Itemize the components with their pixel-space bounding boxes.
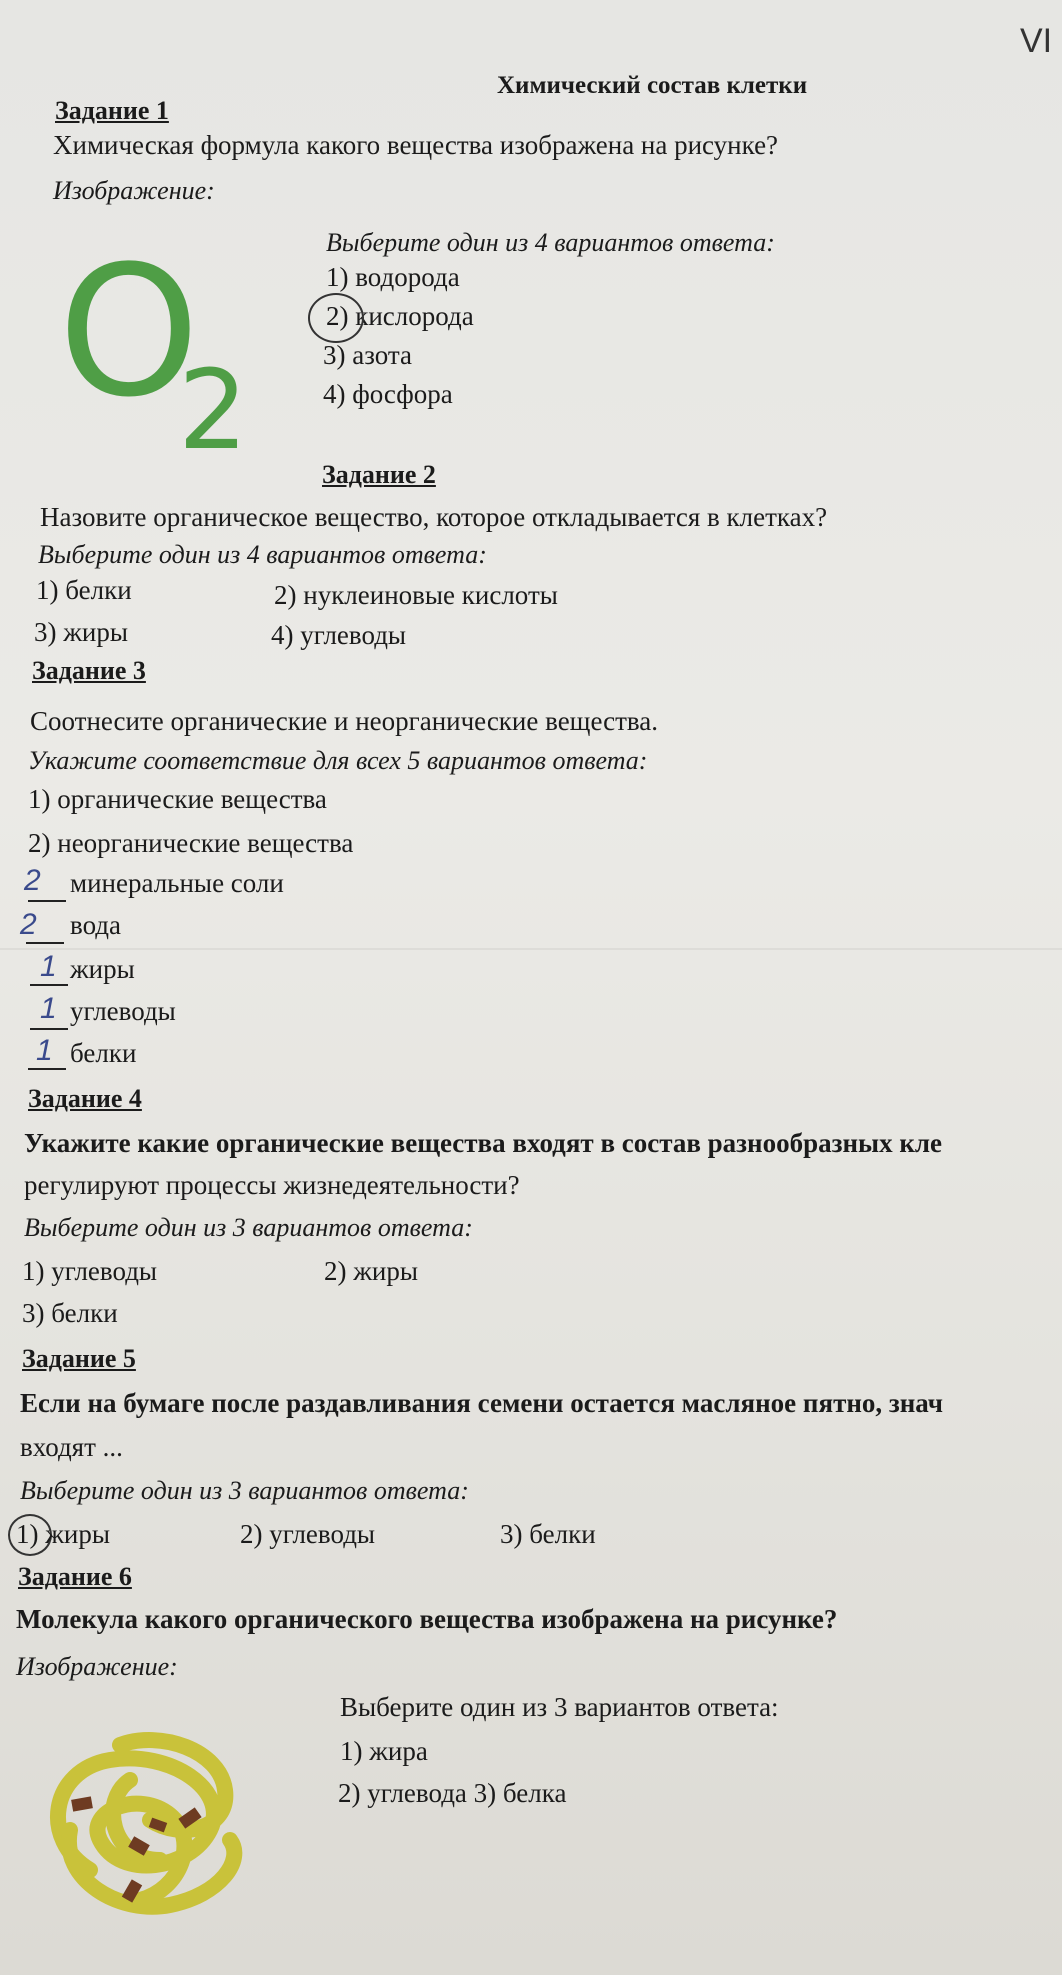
task6-prompt: Выберите один из 3 вариантов ответа: — [340, 1692, 779, 1722]
task3-category-2: 2) неорганические вещества — [28, 828, 354, 858]
answer-circle-mark — [308, 293, 364, 343]
task5-heading: Задание 5 — [22, 1344, 136, 1373]
handwritten-answer: 1 — [40, 950, 57, 983]
task2-prompt: Выберите один из 4 вариантов ответа: — [38, 540, 487, 569]
task5-option-2[interactable]: 2) углеводы — [240, 1519, 376, 1549]
answer-blank[interactable] — [28, 900, 66, 902]
task2-option-2[interactable]: 2) нуклеиновые кислоты — [274, 580, 558, 610]
task4-option-3[interactable]: 3) белки — [22, 1298, 118, 1328]
task2-heading: Задание 2 — [322, 460, 436, 489]
task2-option-4[interactable]: 4) углеводы — [271, 620, 407, 650]
task2-question: Назовите органическое вещество, которое откладывается в клетках? — [40, 502, 828, 532]
task5-question-line1: Если на бумаге после раздавливания семени остается масляное пятно, знач — [20, 1388, 943, 1418]
task6-image-label: Изображение: — [16, 1652, 178, 1681]
corner-mark: VI — [1020, 22, 1053, 60]
task3-question: Соотнесите органические и неорганические вещества. — [30, 706, 659, 736]
task4-question-line1: Укажите какие органические вещества входят в состав разнообразных кле — [24, 1128, 943, 1158]
task3-item: вода — [70, 910, 122, 940]
answer-blank[interactable] — [28, 1068, 66, 1070]
task3-prompt: Укажите соответствие для всех 5 вариантов ответа: — [28, 746, 648, 775]
page-title: Химический состав клетки — [497, 72, 808, 99]
task6-option-2[interactable]: 2) углевода 3) белка — [338, 1778, 567, 1808]
handwritten-answer: 2 — [20, 908, 37, 941]
answer-blank[interactable] — [30, 1028, 68, 1030]
task3-item: жиры — [70, 954, 135, 984]
task1-image-label: Изображение: — [53, 176, 215, 205]
task4-option-1[interactable]: 1) углеводы — [22, 1256, 158, 1286]
task6-option-1[interactable]: 1) жира — [340, 1736, 428, 1766]
task4-heading: Задание 4 — [28, 1084, 142, 1113]
answer-blank[interactable] — [26, 942, 64, 944]
task6-question: Молекула какого органического вещества изображена на рисунке? — [16, 1604, 838, 1634]
task3-item: углеводы — [70, 996, 176, 1026]
answer-blank[interactable] — [30, 984, 68, 986]
protein-molecule-image — [30, 1720, 270, 1930]
formula-index: 2 — [178, 346, 248, 474]
handwritten-answer: 1 — [36, 1034, 53, 1067]
handwritten-answer: 1 — [40, 992, 57, 1025]
task4-prompt: Выберите один из 3 вариантов ответа: — [24, 1213, 473, 1242]
task4-option-2[interactable]: 2) жиры — [324, 1256, 418, 1286]
task2-option-1[interactable]: 1) белки — [36, 575, 132, 605]
task3-item: белки — [70, 1038, 137, 1068]
task3-item: минеральные соли — [70, 868, 284, 898]
task1-option-1[interactable]: 1) водорода — [326, 262, 460, 292]
task6-heading: Задание 6 — [18, 1562, 132, 1591]
task1-prompt: Выберите один из 4 вариантов ответа: — [326, 228, 775, 257]
task1-option-4[interactable]: 4) фосфора — [323, 379, 453, 409]
task3-category-1: 1) органические вещества — [28, 784, 327, 814]
task5-option-3[interactable]: 3) белки — [500, 1519, 596, 1549]
task5-question-line2: входят ... — [20, 1432, 123, 1462]
task1-option-3[interactable]: 3) азота — [323, 340, 412, 370]
formula-letter: O — [58, 228, 200, 437]
task5-prompt: Выберите один из 3 вариантов ответа: — [20, 1476, 469, 1505]
o2-formula-image — [58, 228, 288, 475]
task1-question: Химическая формула какого вещества изображена на рисунке? — [53, 130, 779, 160]
task1-heading: Задание 1 — [55, 96, 169, 125]
handwritten-answer: 2 — [24, 864, 41, 897]
task1-option-2[interactable]: 2) кислорода — [326, 301, 474, 331]
task3-heading: Задание 3 — [32, 656, 146, 685]
task4-question-line2: регулируют процессы жизнедеятельности? — [24, 1170, 520, 1200]
task2-option-3[interactable]: 3) жиры — [34, 617, 128, 647]
task5-option-1[interactable]: 1) жиры — [16, 1519, 110, 1549]
